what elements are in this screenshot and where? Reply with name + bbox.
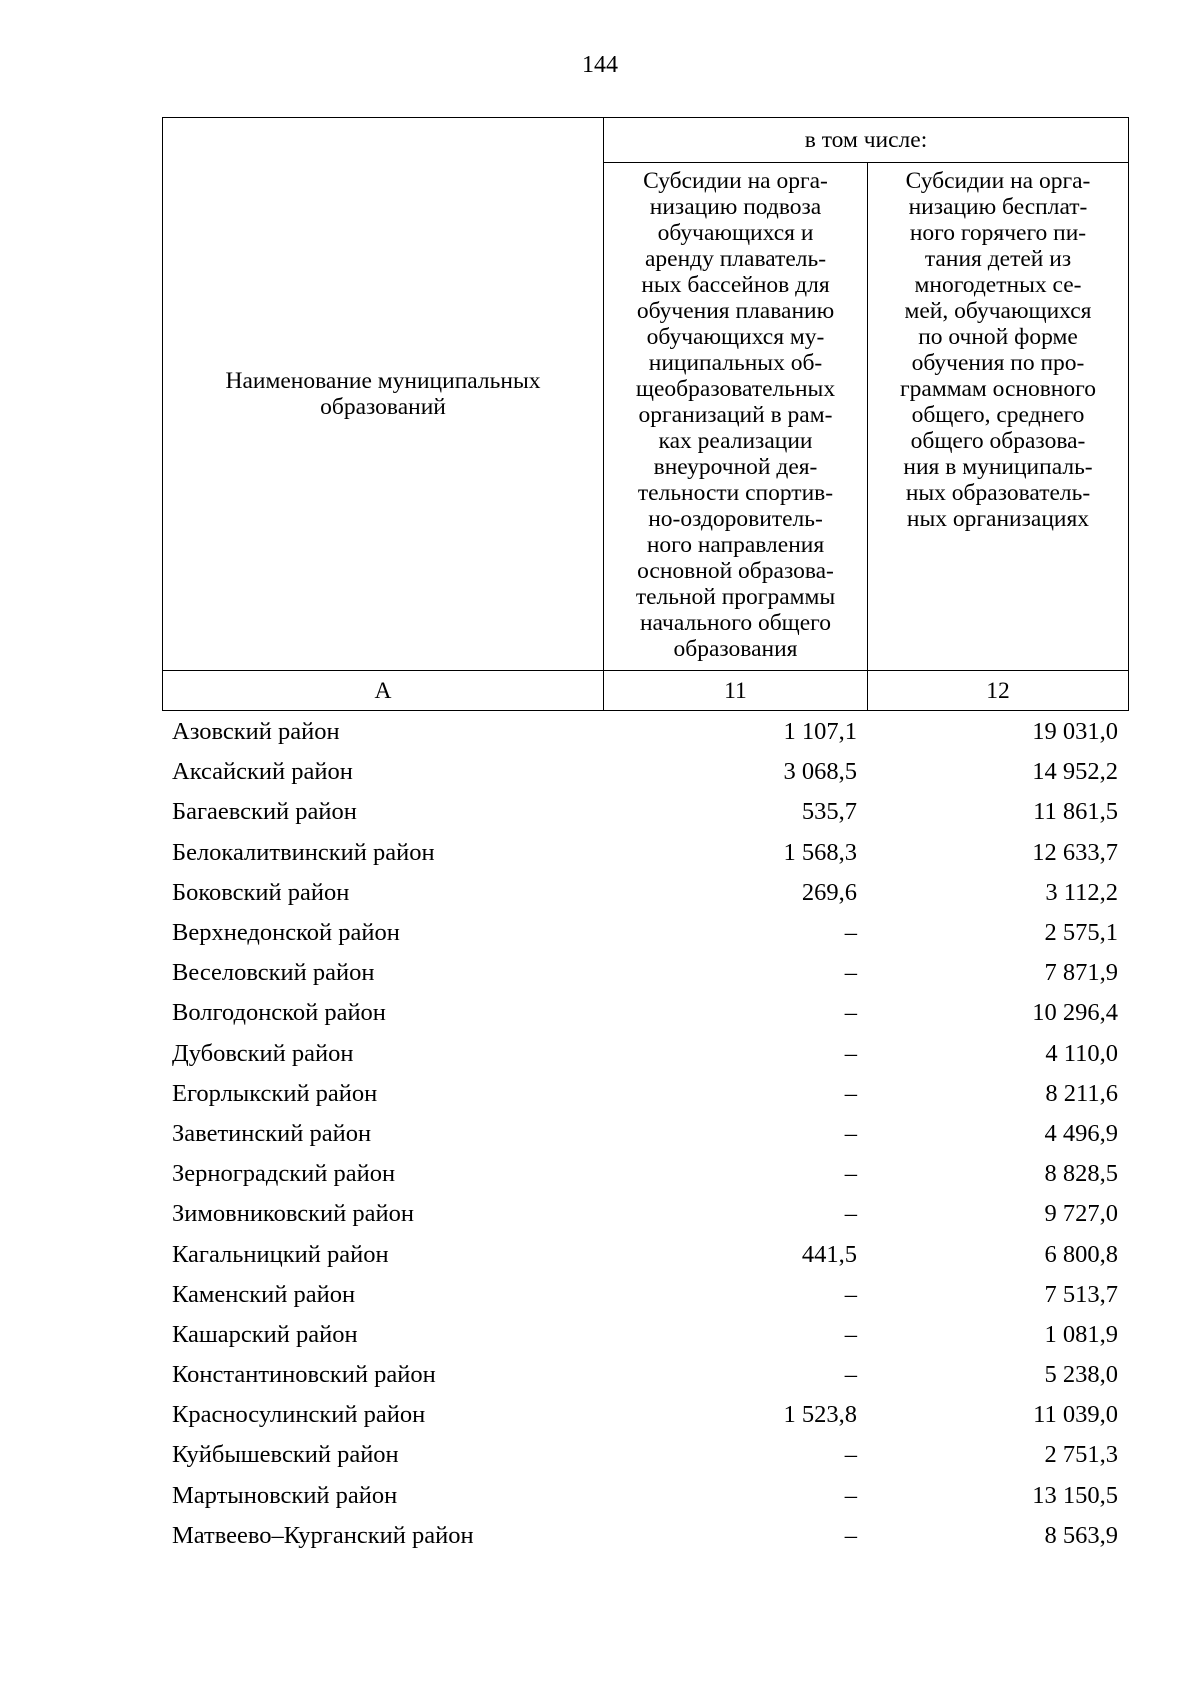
col12-line: многодетных се- bbox=[914, 272, 1082, 298]
row-name: Белокалитвинский район bbox=[172, 838, 435, 866]
row-value-12: 2 751,3 bbox=[1044, 1441, 1118, 1469]
table-row bbox=[162, 1194, 1128, 1234]
row-value-11: – bbox=[844, 1119, 857, 1147]
col12-line: низацию бесплат- bbox=[908, 194, 1088, 220]
header-name-text: Наименование муниципальных образований bbox=[225, 368, 541, 420]
row-value-12: 4 496,9 bbox=[1044, 1119, 1118, 1147]
col11-line: начального общего bbox=[639, 610, 831, 636]
col11-line: низацию подвоза bbox=[649, 194, 822, 220]
row-value-11: 535,7 bbox=[801, 798, 857, 826]
row-name: Боковский район bbox=[172, 878, 350, 906]
col11-line: тельной программы bbox=[635, 584, 836, 610]
table-row bbox=[162, 953, 1128, 993]
row-name: Кагальницкий район bbox=[172, 1240, 389, 1268]
data-table-body bbox=[162, 712, 1128, 1556]
table-row bbox=[162, 1114, 1128, 1154]
row-name: Красносулинский район bbox=[172, 1401, 426, 1429]
row-value-11: – bbox=[844, 1160, 857, 1188]
row-value-12: 5 238,0 bbox=[1044, 1361, 1118, 1389]
row-value-11: 3 068,5 bbox=[783, 758, 857, 786]
row-name: Зерноградский район bbox=[172, 1160, 396, 1188]
row-name: Константиновский район bbox=[172, 1361, 436, 1389]
row-name: Веселовский район bbox=[172, 959, 375, 987]
row-name: Волгодонской район bbox=[172, 999, 386, 1027]
col11-line: ных бассейнов для bbox=[641, 272, 830, 298]
col12-line: общего, среднего bbox=[911, 402, 1085, 428]
col11-line: организаций в рам- bbox=[638, 402, 833, 428]
row-value-12: 6 800,8 bbox=[1044, 1240, 1118, 1268]
col11-line: основной образова- bbox=[637, 558, 834, 584]
row-name: Каменский район bbox=[172, 1280, 356, 1308]
row-value-11: – bbox=[844, 1320, 857, 1348]
table-row bbox=[162, 913, 1128, 953]
table-row bbox=[162, 1074, 1128, 1114]
code-a: А bbox=[163, 671, 604, 711]
col12-line: общего образова- bbox=[910, 428, 1086, 454]
table-row bbox=[162, 1476, 1128, 1516]
row-name: Дубовский район bbox=[172, 1039, 354, 1067]
col11-line: ниципальных об- bbox=[648, 350, 823, 376]
row-value-12: 8 828,5 bbox=[1044, 1160, 1118, 1188]
row-value-11: – bbox=[844, 999, 857, 1027]
row-value-12: 10 296,4 bbox=[1032, 999, 1118, 1027]
row-value-11: 1 568,3 bbox=[783, 838, 857, 866]
table-row bbox=[162, 1395, 1128, 1435]
row-name: Верхнедонской район bbox=[172, 919, 400, 947]
col11-line: ного направления bbox=[646, 532, 825, 558]
table-row bbox=[162, 1154, 1128, 1194]
row-value-12: 8 563,9 bbox=[1044, 1521, 1118, 1549]
col12-line: по очной форме bbox=[918, 324, 1078, 350]
col11-line: Субсидии на орга- bbox=[643, 168, 828, 194]
table-row bbox=[162, 1315, 1128, 1355]
row-name: Мартыновский район bbox=[172, 1481, 398, 1509]
row-value-12: 9 727,0 bbox=[1044, 1200, 1118, 1228]
header-group: в том числе: bbox=[604, 118, 1129, 163]
row-value-12: 12 633,7 bbox=[1032, 838, 1118, 866]
row-name: Куйбышевский район bbox=[172, 1441, 399, 1469]
col11-line: внеурочной дея- bbox=[653, 454, 818, 480]
code-12: 12 bbox=[868, 671, 1129, 711]
row-value-12: 3 112,2 bbox=[1045, 878, 1118, 906]
row-value-12: 11 039,0 bbox=[1033, 1401, 1118, 1429]
col12-line: ного горячего пи- bbox=[909, 220, 1087, 246]
row-value-11: – bbox=[844, 919, 857, 947]
row-value-11: – bbox=[844, 1200, 857, 1228]
row-value-12: 1 081,9 bbox=[1044, 1320, 1118, 1348]
table-row bbox=[162, 833, 1128, 873]
col12-line: граммам основного bbox=[900, 376, 1096, 402]
row-value-12: 19 031,0 bbox=[1032, 718, 1118, 746]
table-row bbox=[162, 712, 1128, 752]
col12-line: тания детей из bbox=[924, 246, 1072, 272]
row-value-12: 11 861,5 bbox=[1033, 798, 1118, 826]
col11-line: но-оздоровитель- bbox=[648, 506, 823, 532]
col11-line: обучающихся и bbox=[657, 220, 814, 246]
table-row bbox=[162, 993, 1128, 1033]
col12-line: ных образователь- bbox=[905, 480, 1091, 506]
header-col-12 bbox=[868, 163, 1129, 671]
row-value-11: – bbox=[844, 959, 857, 987]
row-name: Егорлыкский район bbox=[172, 1079, 378, 1107]
header-col-11 bbox=[604, 163, 868, 671]
row-name: Зимовниковский район bbox=[172, 1200, 414, 1228]
row-value-11: – bbox=[844, 1361, 857, 1389]
page-number: 144 bbox=[582, 52, 618, 78]
row-value-12: 14 952,2 bbox=[1032, 758, 1118, 786]
row-value-11: – bbox=[844, 1039, 857, 1067]
row-value-11: 441,5 bbox=[801, 1240, 857, 1268]
row-name: Кашарский район bbox=[172, 1320, 358, 1348]
row-value-12: 7 871,9 bbox=[1044, 959, 1118, 987]
code-11: 11 bbox=[604, 671, 868, 711]
row-value-11: 1 523,8 bbox=[783, 1401, 857, 1429]
col11-line: обучающихся му- bbox=[646, 324, 825, 350]
row-value-12: 7 513,7 bbox=[1044, 1280, 1118, 1308]
header-name-column bbox=[163, 118, 604, 671]
col11-line: аренду плаватель- bbox=[644, 246, 827, 272]
row-value-11: – bbox=[844, 1481, 857, 1509]
row-name: Заветинский район bbox=[172, 1119, 372, 1147]
row-name: Аксайский район bbox=[172, 758, 353, 786]
table-row bbox=[162, 873, 1128, 913]
row-value-11: – bbox=[844, 1521, 857, 1549]
table-row bbox=[162, 1034, 1128, 1074]
col11-line: щеобразовательных bbox=[635, 376, 836, 402]
row-value-11: 1 107,1 bbox=[783, 718, 857, 746]
table-row bbox=[162, 1355, 1128, 1395]
col11-line: образования bbox=[673, 636, 798, 662]
row-value-12: 2 575,1 bbox=[1044, 919, 1118, 947]
table-row bbox=[162, 792, 1128, 832]
col12-line: Субсидии на орга- bbox=[905, 168, 1091, 194]
col11-line: тельности спортив- bbox=[637, 480, 834, 506]
table-row bbox=[162, 1234, 1128, 1274]
table-row bbox=[162, 1516, 1128, 1556]
table-row bbox=[162, 1435, 1128, 1475]
row-value-11: – bbox=[844, 1079, 857, 1107]
row-value-12: 13 150,5 bbox=[1032, 1481, 1118, 1509]
row-name: Азовский район bbox=[172, 718, 340, 746]
col12-line: обучения по про- bbox=[911, 350, 1085, 376]
col11-line: обучения плаванию bbox=[636, 298, 835, 324]
row-value-11: – bbox=[844, 1280, 857, 1308]
row-value-12: 4 110,0 bbox=[1045, 1039, 1118, 1067]
table-row bbox=[162, 752, 1128, 792]
table-header bbox=[162, 117, 1129, 711]
row-value-11: 269,6 bbox=[801, 878, 857, 906]
col12-line: мей, обучающихся bbox=[904, 298, 1092, 324]
row-value-11: – bbox=[844, 1441, 857, 1469]
table-row bbox=[162, 1275, 1128, 1315]
row-value-12: 8 211,6 bbox=[1045, 1079, 1118, 1107]
row-name: Багаевский район bbox=[172, 798, 357, 826]
col12-line: ния в муниципаль- bbox=[903, 454, 1093, 480]
row-name: Матвеево–Курганский район bbox=[172, 1521, 474, 1549]
col11-line: ках реализации bbox=[658, 428, 813, 454]
col12-line: ных организациях bbox=[906, 506, 1090, 532]
